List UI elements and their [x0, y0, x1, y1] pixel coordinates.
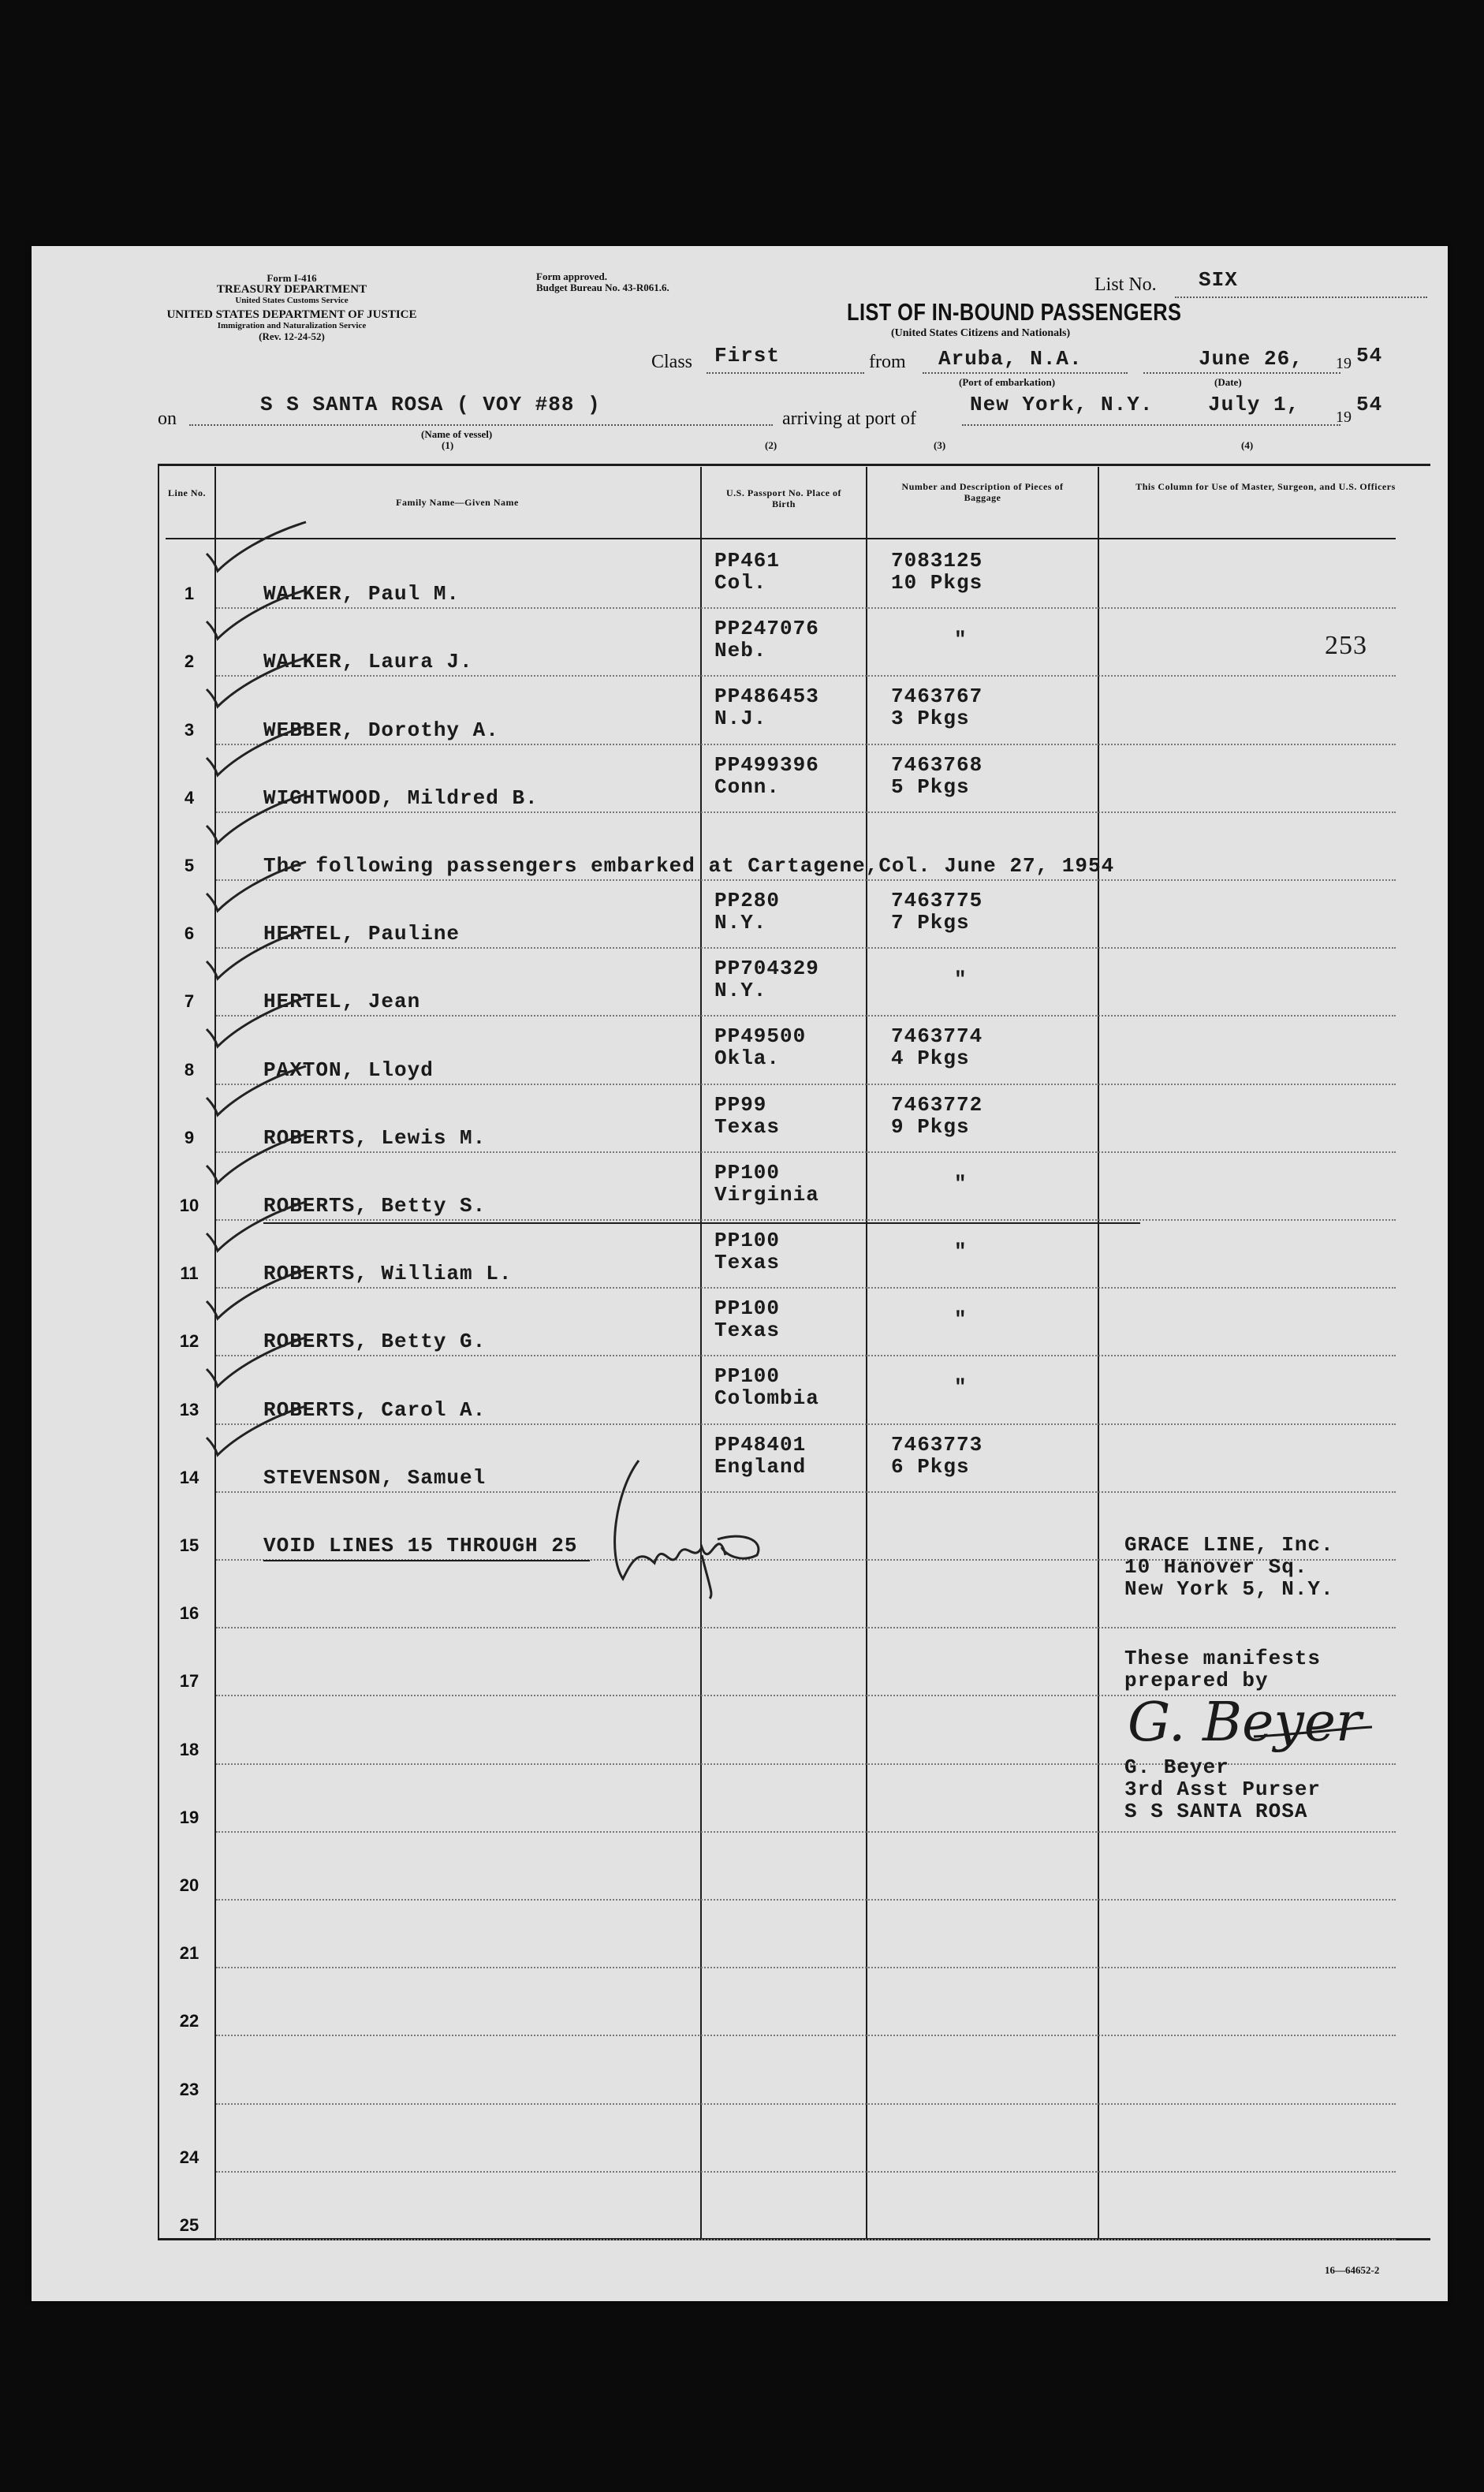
- line-number: 14: [179, 1467, 199, 1487]
- document-subtitle: (United States Citizens and Nationals): [891, 327, 1071, 339]
- row-separator: [216, 811, 1396, 813]
- on-label: on: [158, 408, 177, 429]
- baggage-description: 4 Pkgs: [891, 1046, 970, 1071]
- vessel-col-no: (1): [442, 439, 454, 451]
- line-number: 18: [179, 1739, 199, 1759]
- line-number: 9: [184, 1127, 195, 1147]
- row-separator: [216, 1491, 1396, 1493]
- row-separator: [216, 2171, 1396, 2173]
- baggage-number: 7463774: [891, 1024, 983, 1049]
- line-number: 21: [179, 1943, 199, 1964]
- header-passport: U.S. Passport No. Place of Birth: [726, 487, 841, 509]
- passport-number: PP99: [714, 1092, 767, 1117]
- place-of-birth: Texas: [714, 1319, 781, 1343]
- place-of-birth: N.Y.: [714, 911, 767, 934]
- line-number: 15: [179, 1535, 199, 1555]
- col4-no: (4): [1241, 439, 1254, 451]
- list-no-label: List No.: [1094, 274, 1157, 295]
- passport-number: PP247076: [714, 617, 819, 641]
- row-separator: [216, 947, 1396, 949]
- baggage-number: ": [954, 1171, 968, 1196]
- line-number: 10: [179, 1196, 199, 1215]
- company-line2: 10 Hanover Sq.: [1124, 1555, 1308, 1579]
- row-separator: [216, 675, 1396, 677]
- passport-number: PP48401: [714, 1432, 807, 1457]
- passenger-name: STEVENSON, Samuel: [263, 1465, 487, 1490]
- passport-number: PP100: [714, 1364, 781, 1389]
- table-left-border: [158, 464, 159, 2240]
- class-value: First: [714, 344, 781, 367]
- manifest-page: [32, 246, 1448, 2301]
- place-of-birth: N.Y.: [714, 979, 767, 1003]
- col3-no: (3): [934, 439, 946, 451]
- vessel-value: S S SANTA ROSA ( VOY #88 ): [260, 393, 601, 416]
- check-mark: [202, 1403, 312, 1466]
- passport-number: PP100: [714, 1296, 781, 1321]
- row-separator: [216, 2103, 1396, 2105]
- passenger-name: WEBBER, Dorothy A.: [263, 718, 499, 742]
- row-separator: [216, 1219, 1396, 1221]
- from-underline: [923, 372, 1128, 374]
- row-separator: [216, 1967, 1396, 1968]
- baggage-number: ": [954, 628, 968, 652]
- baggage-number: ": [954, 1240, 968, 1263]
- class-underline: [707, 372, 864, 374]
- passenger-name: ROBERTS, Lewis M.: [263, 1125, 487, 1150]
- vessel-underline: [189, 424, 773, 426]
- baggage-description: 7 Pkgs: [891, 911, 970, 934]
- purser-name: G. Beyer: [1124, 1755, 1229, 1779]
- check-mark: [202, 587, 312, 650]
- line-number: 7: [184, 991, 195, 1012]
- line-number: 3: [184, 719, 195, 740]
- baggage-number: 7463767: [891, 685, 983, 709]
- baggage-number: 7463773: [891, 1432, 983, 1457]
- footer-code: 16—64652-2: [1325, 2264, 1380, 2276]
- date1-year-prefix: 19: [1336, 355, 1352, 372]
- line-number: 11: [180, 1263, 199, 1284]
- place-of-birth: Virginia: [714, 1182, 819, 1207]
- prepared-line2: prepared by: [1124, 1669, 1269, 1692]
- table-top-border: [158, 464, 1430, 466]
- row-separator: [216, 1355, 1396, 1356]
- passport-number: PP704329: [714, 957, 819, 981]
- place-of-birth: Colombia: [714, 1386, 819, 1411]
- baggage-number: 7463775: [891, 889, 983, 912]
- row-separator: [216, 1627, 1396, 1628]
- document-title: LIST OF IN-BOUND PASSENGERS: [847, 298, 1182, 326]
- passport-number: PP461: [714, 549, 781, 573]
- passenger-name: The following passengers embarked at Cartagene,Col. June 27, 1954: [263, 854, 1115, 878]
- check-mark: [202, 994, 312, 1058]
- arriving-label: arriving at port of: [782, 408, 916, 429]
- place-of-birth: Neb.: [714, 639, 767, 663]
- passport-number: PP499396: [714, 752, 819, 777]
- baggage-description: 3 Pkgs: [891, 707, 970, 731]
- line-number: 23: [179, 2079, 199, 2099]
- purser-title: 3rd Asst Purser: [1124, 1778, 1322, 1801]
- place-of-birth: Col.: [714, 571, 767, 595]
- date2-year-prefix: 19: [1336, 408, 1352, 426]
- passenger-name: ROBERTS, Betty G.: [263, 1330, 487, 1354]
- place-of-birth: N.J.: [714, 707, 767, 731]
- line-number: 17: [179, 1671, 199, 1692]
- line-number: 12: [179, 1331, 199, 1352]
- line-number: 25: [179, 2215, 199, 2235]
- approval-line2: Budget Bureau No. 43-R061.6.: [536, 282, 669, 293]
- baggage-number: ": [954, 1375, 968, 1400]
- company-line1: GRACE LINE, Inc.: [1124, 1533, 1334, 1557]
- company-line3: New York 5, N.Y.: [1124, 1577, 1334, 1601]
- ins-service: Immigration and Naturalization Service: [217, 321, 367, 330]
- list-no-value: SIX: [1199, 268, 1238, 292]
- passenger-name: WALKER, Laura J.: [263, 650, 473, 674]
- passport-number: PP100: [714, 1160, 781, 1184]
- row-separator: [216, 1287, 1396, 1289]
- passport-number: PP100: [714, 1229, 781, 1252]
- row-separator: [216, 2239, 1396, 2240]
- purser-signature: [1120, 1689, 1380, 1760]
- check-mark: [202, 723, 312, 786]
- line-number: 20: [179, 1875, 199, 1895]
- header-baggage: Number and Description of Pieces of Baggage: [901, 481, 1064, 503]
- treasury-dept: TREASURY DEPARTMENT: [216, 283, 367, 296]
- baggage-description: 6 Pkgs: [891, 1454, 970, 1479]
- arrival-underline: [962, 424, 1340, 426]
- place-of-birth: Texas: [714, 1251, 781, 1274]
- passenger-name: HERTEL, Pauline: [263, 922, 460, 946]
- check-mark: [202, 1063, 312, 1126]
- header-name: Family Name—Given Name: [396, 497, 519, 508]
- passenger-name: WALKER, Paul M.: [263, 582, 460, 606]
- form-number: Form I-416: [267, 272, 317, 284]
- passenger-name: PAXTON, Lloyd: [263, 1058, 434, 1082]
- row-separator: [216, 1423, 1396, 1425]
- passport-number: PP49500: [714, 1024, 807, 1049]
- line-number: 4: [184, 787, 195, 808]
- col-sep-passport: [866, 467, 867, 2238]
- col2-no: (2): [765, 439, 777, 451]
- place-of-birth: Okla.: [714, 1046, 781, 1071]
- passenger-name: ROBERTS, Betty S.: [263, 1194, 487, 1218]
- line-number: 22: [179, 2011, 199, 2031]
- place-of-birth: Conn.: [714, 774, 781, 799]
- check-mark: [202, 519, 312, 582]
- line-number: 13: [179, 1399, 199, 1419]
- passenger-name: ROBERTS, William L.: [263, 1262, 513, 1286]
- passenger-name: WIGHTWOOD, Mildred B.: [263, 785, 539, 810]
- table-header-border: [166, 538, 1396, 539]
- check-mark: [202, 1334, 312, 1397]
- baggage-description: 9 Pkgs: [891, 1114, 970, 1139]
- form-revision: (Rev. 12-24-52): [259, 330, 325, 342]
- line-number: 1: [184, 584, 195, 604]
- place-of-birth: Texas: [714, 1114, 781, 1139]
- vessel-caption: (Name of vessel): [421, 428, 493, 440]
- line-number: 16: [179, 1603, 199, 1624]
- line-number: 5: [184, 856, 195, 875]
- prepared-line1: These manifests: [1124, 1647, 1322, 1670]
- header-line-no: Line No.: [167, 487, 206, 498]
- passport-number: PP486453: [714, 685, 819, 709]
- check-mark: [202, 1267, 312, 1330]
- list-no-underline: [1175, 297, 1427, 298]
- row-separator: [216, 879, 1396, 881]
- purser-vessel: S S SANTA ROSA: [1124, 1800, 1308, 1823]
- passenger-name: HERTEL, Jean: [263, 990, 421, 1014]
- check-mark: [202, 859, 312, 922]
- header-officers: This Column for Use of Master, Surgeon, and U.S. Officers: [1135, 481, 1396, 492]
- justice-dept: UNITED STATES DEPARTMENT OF JUSTICE: [166, 308, 417, 321]
- approval-line1: Form approved.: [536, 270, 608, 282]
- baggage-description: 5 Pkgs: [891, 774, 970, 799]
- cartagena-underline: [263, 1222, 1140, 1224]
- row-separator: [216, 1151, 1396, 1153]
- passenger-name: ROBERTS, Carol A.: [263, 1397, 487, 1422]
- baggage-description: 10 Pkgs: [891, 571, 983, 595]
- col-sep-baggage: [1098, 467, 1099, 2238]
- from-value: Aruba, N.A.: [938, 347, 1083, 371]
- svg-text:G. Beyer: G. Beyer: [1128, 1692, 1362, 1754]
- check-mark: [202, 655, 312, 718]
- baggage-number: 7463768: [891, 752, 983, 777]
- approval-block: [536, 271, 669, 293]
- date1-value: June 26,: [1199, 347, 1303, 371]
- arrival-port-value: New York, N.Y.: [970, 393, 1154, 416]
- check-mark: [202, 791, 312, 854]
- row-separator: [216, 2035, 1396, 2036]
- row-separator: [216, 607, 1396, 609]
- check-mark: [202, 927, 312, 990]
- row-separator: [216, 1084, 1396, 1085]
- port-embark-caption: (Port of embarkation): [959, 376, 1056, 388]
- date2-year-suffix: 54: [1356, 393, 1383, 416]
- customs-service: United States Customs Service: [235, 296, 349, 305]
- line-number: 19: [179, 1807, 199, 1827]
- form-block: [158, 273, 426, 342]
- date2-value: July 1,: [1208, 393, 1300, 416]
- passenger-name: VOID LINES 15 THROUGH 25: [263, 1534, 578, 1558]
- passport-number: PP280: [714, 889, 781, 912]
- from-label: from: [869, 352, 906, 372]
- row-separator: [216, 744, 1396, 745]
- baggage-number: ": [954, 1308, 968, 1332]
- class-label: Class: [651, 352, 693, 372]
- col-sep-name: [700, 467, 702, 2238]
- void-underline: [263, 1560, 590, 1561]
- place-of-birth: England: [714, 1454, 807, 1479]
- check-mark: [202, 1199, 312, 1262]
- baggage-number: 7463772: [891, 1092, 983, 1117]
- line-number: 6: [184, 923, 195, 944]
- check-mark: [202, 1131, 312, 1194]
- line-number: 24: [179, 2147, 199, 2167]
- row-separator: [216, 1899, 1396, 1901]
- baggage-number: ": [954, 968, 968, 992]
- date1-year-suffix: 54: [1356, 344, 1383, 367]
- row-separator: [216, 1831, 1396, 1833]
- date1-underline: [1143, 372, 1340, 374]
- date-caption: (Date): [1214, 376, 1242, 388]
- line-number: 8: [184, 1059, 195, 1080]
- line-number: 2: [184, 651, 195, 672]
- initials-scrawl: [584, 1445, 781, 1602]
- officer-note: 253: [1325, 631, 1367, 661]
- row-separator: [216, 1015, 1396, 1017]
- baggage-number: 7083125: [891, 549, 983, 573]
